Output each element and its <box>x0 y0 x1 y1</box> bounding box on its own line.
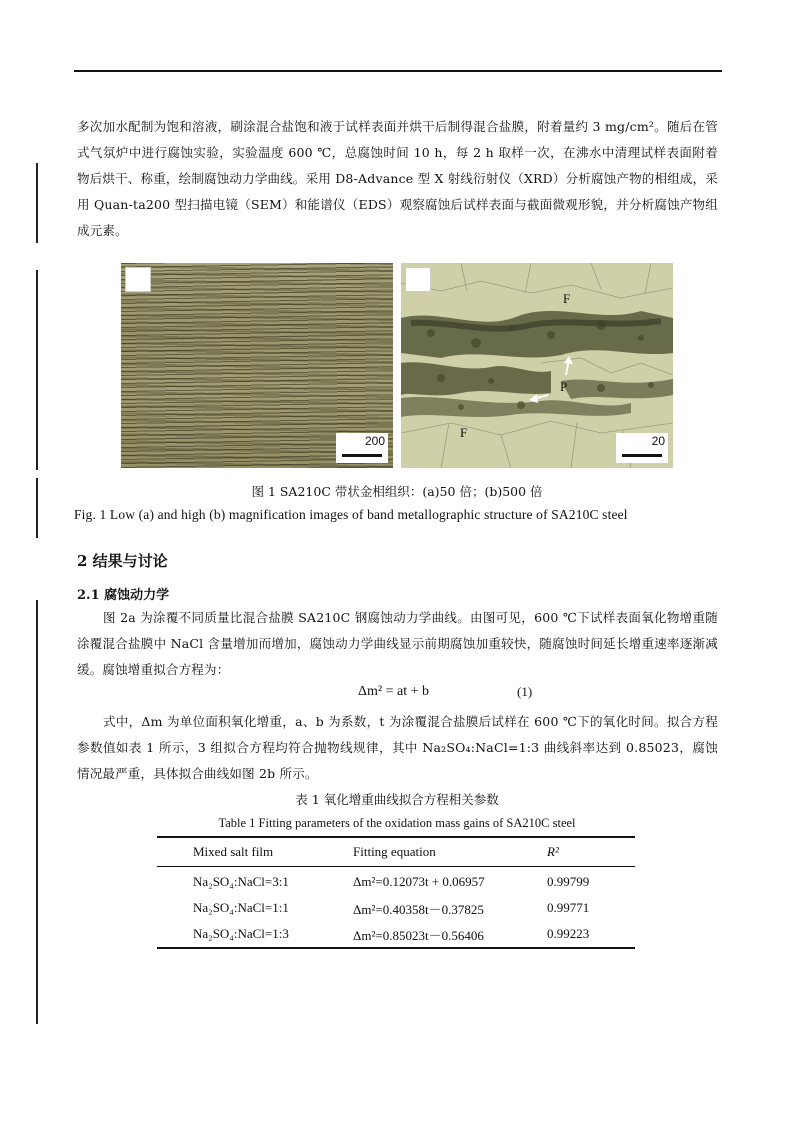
panel-a-scale-bar <box>336 433 388 463</box>
table-title-en: Table 1 Fitting parameters of the oxidation mass gains of SA210C steel <box>218 816 576 830</box>
phase-label-pearlite: P <box>560 379 568 394</box>
subsection-heading: 2.1 腐蚀动力学 <box>77 588 170 603</box>
panel-a-scale-line <box>342 454 382 457</box>
table-header-cell: Fitting equation <box>353 844 436 859</box>
table-row <box>157 867 635 896</box>
panel-a-scale-label: 200 <box>364 434 385 448</box>
header-rule <box>74 70 722 72</box>
revision-bar-2 <box>36 270 38 470</box>
table-header-cell: Mixed salt film <box>193 844 274 859</box>
figure-caption-cn: 图 1 SA210C 带状金相组织：(a)50 倍；(b)500 倍 <box>251 484 543 499</box>
table-cell: Δm²=0.12073t + 0.06957 <box>353 874 485 889</box>
equation-number: (1) <box>517 684 533 699</box>
paragraph-intro: 多次加水配制为饱和溶液，刷涂混合盐饱和液于试样表面并烘干后制得混合盐膜，附着量约 3 mg/cm²。随后在管式气氛炉中进行腐蚀实验，实验温度 600 ℃，总腐蚀时间 10 h，每 2 h 取样一次，在沸水中清理试样表面附着物后烘干、称重，绘制腐蚀动力学曲线。采用 D8-Advance 型 X 射线衍射仪（XRD）分析腐蚀产物的相组成，采用 Quan-ta200 型扫描电镜（SEM）和能谱仪（EDS）观察腐蚀后试样表面与截面微观形貌，并分析腐蚀产物组成元素。 <box>77 119 718 238</box>
table-row <box>157 921 635 948</box>
table-header-row <box>157 837 635 867</box>
micrograph-panel-a <box>121 263 393 468</box>
panel-a-label-box <box>125 267 151 292</box>
paragraph-fit: 式中，Δm 为单位面积氧化增重，a、b 为系数，t 为涂覆混合盐膜后试样在 600 ℃下的氧化时间。拟合方程参数值如表 1 所示，3 组拟合方程均符合抛物线规律，其中 Na₂SO₄:NaCl=1:3 曲线斜率达到 0.85023，腐蚀情况最严重，具体拟合曲线如图 2b 所示。 <box>77 714 718 781</box>
section-heading: 2 结果与讨论 <box>77 552 168 570</box>
table-cell: Δm²=0.40358t－0.37825 <box>353 901 484 917</box>
table-cell: Na₂SO₄:NaCl=1:3 <box>193 926 289 941</box>
paragraph-kinetics: 图 2a 为涂覆不同质量比混合盐膜 SA210C 钢腐蚀动力学曲线。由图可见，600 ℃下试样表面氧化物增重随涂覆混合盐膜中 NaCl 含量增加而增加，腐蚀动力学曲线显示前期腐蚀加重较快，随腐蚀时间延长增重速率逐渐减缓。腐蚀增重拟合方程为： <box>77 610 718 677</box>
panel-b-scale-label: 20 <box>651 434 665 448</box>
table-cell: Δm²=0.85023t－0.56406 <box>353 927 484 943</box>
table-cell: Na₂SO₄:NaCl=3:1 <box>193 874 289 889</box>
table-row <box>157 895 635 921</box>
fitting-parameters-table <box>157 836 635 949</box>
micrograph-panel-b <box>401 263 673 468</box>
panel-b-label-box <box>405 267 431 292</box>
revision-bar-4 <box>36 600 38 1024</box>
panel-b-scale-bar <box>616 433 668 463</box>
equation-1: Δm² = at + b <box>358 684 429 699</box>
revision-bar-1 <box>36 163 38 243</box>
table-cell: 0.99799 <box>547 874 590 889</box>
figure-caption-en: Fig. 1 Low (a) and high (b) magnification images of band metallographic structure of SA210C steel <box>74 507 628 522</box>
table-cell: 0.99223 <box>547 926 590 941</box>
panel-b-scale-line <box>622 454 662 457</box>
table-cell: 0.99771 <box>547 900 590 915</box>
table-cell: Na₂SO₄:NaCl=1:1 <box>193 900 289 915</box>
phase-label-ferrite-bottom: F <box>460 425 468 440</box>
table-title-cn: 表 1 氧化增重曲线拟合方程相关参数 <box>295 792 499 807</box>
table-header-cell: R² <box>547 844 559 859</box>
phase-label-ferrite-top: F <box>563 291 571 306</box>
